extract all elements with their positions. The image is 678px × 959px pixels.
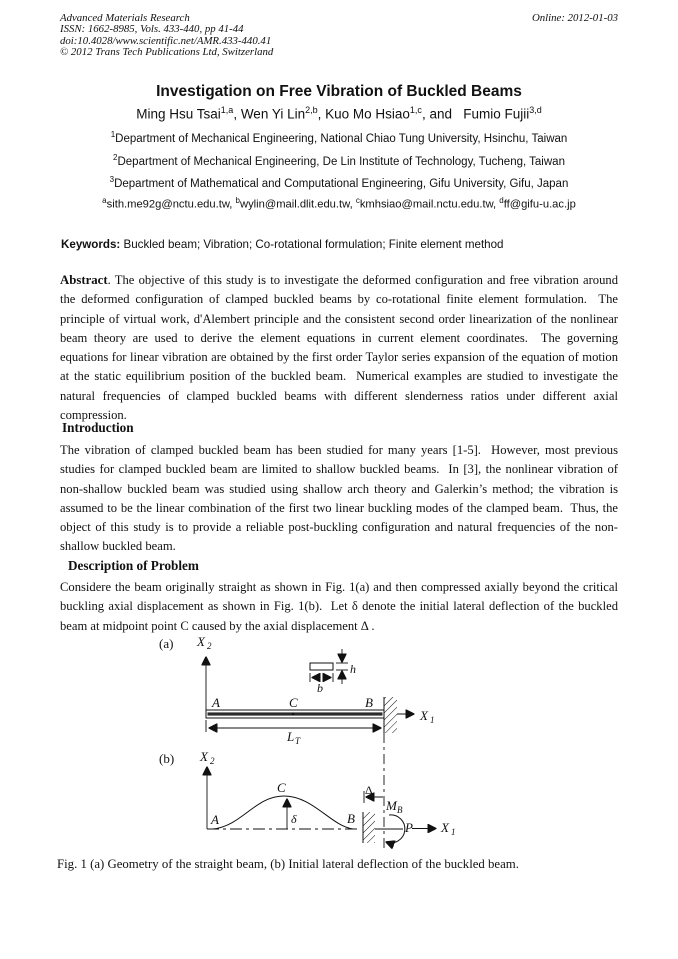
delta-label: δ xyxy=(291,812,297,826)
figure-panel-b xyxy=(159,749,456,843)
x2-axis-label-b: X xyxy=(200,749,208,764)
paper-title: Investigation on Free Vibration of Buckled Beams xyxy=(156,83,522,100)
issn-line: ISSN: 1662-8985, Vols. 433-440, pp 41-44 xyxy=(60,23,244,36)
author-1: Ming Hsu Tsai xyxy=(136,106,221,122)
affiliation-1: $^1$Department of Mechanical Engineering, National Chiao Tung University, Hsinchu, Taiwan xyxy=(110,130,568,145)
author-3: , Kuo Mo Hsiao xyxy=(317,106,410,122)
figure-caption: Fig. 1 (a) Geometry of the straight beam, (b) Initial lateral deflection of the buckled beam. xyxy=(57,857,519,871)
email-4: ff@gifu-u.ac.jp xyxy=(503,198,576,211)
point-a-label-b: A xyxy=(211,812,219,827)
point-c-label-b: C xyxy=(277,780,286,795)
author-2-sup: 2,b xyxy=(305,105,318,115)
fixed-wall-b xyxy=(363,812,375,843)
abstract xyxy=(60,271,622,425)
width-dim-label: b xyxy=(317,681,323,695)
svg-text:1: 1 xyxy=(430,715,435,725)
cross-section-rect xyxy=(310,663,333,670)
keywords-label: Keywords: xyxy=(61,238,121,251)
online-date: Online: 2012-01-03 xyxy=(531,12,618,24)
section-heading-description: Description of Problem xyxy=(68,558,199,573)
journal-name: Advanced Materials Research xyxy=(60,12,190,24)
panel-b-tag: (b) xyxy=(159,751,175,766)
description-paragraph: Considere the beam originally straight as shown in Fig. 1(a) and then compressed axially beyond the critical buckling axial displacement as shown in Fig. 1(b). Let δ denote the initial lateral deflection of the buckled beam at midpoint point C caused by the axial displacement Δ . xyxy=(60,580,622,633)
Delta-label: Δ xyxy=(365,783,373,797)
affiliation-2: $^2$Department of Mechanical Engineering, De Lin Institute of Technology, Tucheng, Taiwan xyxy=(113,152,565,168)
abstract-label: Abstract xyxy=(60,273,108,287)
copyright-line: © 2012 Trans Tech Publications Ltd, Switzerland xyxy=(60,45,274,58)
x2-axis-label-a: X xyxy=(197,634,205,649)
doi-line: doi:10.4028/www.scientific.net/AMR.433-440.41 xyxy=(60,34,272,47)
fixed-wall-a xyxy=(384,697,397,733)
force-p-label: P xyxy=(405,820,413,835)
height-dim-label: h xyxy=(350,662,356,676)
svg-text:2: 2 xyxy=(207,641,212,651)
length-dim-label: L xyxy=(287,729,295,744)
affiliation-3: $^3$Department of Mathematical and Computational Engineering, Gifu University, Gifu, Japan xyxy=(109,175,569,190)
author-4-sup: 3,d xyxy=(529,105,542,115)
buckled-beam-curve xyxy=(213,796,353,829)
x1-axis-label-b: X xyxy=(441,820,449,835)
keywords-line xyxy=(61,238,619,251)
figure-1 xyxy=(0,630,678,858)
svg-text:T: T xyxy=(295,736,301,746)
author-2: , Wen Yi Lin xyxy=(233,106,306,122)
x1-axis-label-a: X xyxy=(420,708,428,723)
keywords-text: Buckled beam; Vibration; Co-rotational formulation; Finite element method xyxy=(120,238,504,251)
email-3: kmhsiao@mail.nctu.edu.tw, xyxy=(359,198,500,211)
email-line: $^a$sith.me92g@nctu.edu.tw, $^b$wylin@mail.dlit.edu.tw, $^c$kmhsiao@mail.nctu.edu.tw, $^d$ff@gifu-u.ac.jp xyxy=(102,196,576,211)
author-1-sup: 1,a xyxy=(220,105,234,115)
introduction-paragraph: The vibration of clamped buckled beam has been studied for many years [1-5]. However, most previous studies for clamped buckled beam are limited to shallow buckled beams. In [3], the nonlinear vibration of non-shallow buckled beam was studied using shallow arch theory and Galerkin’s method; the vibration is assumed to be the linear combination of the first two linear buckling modes of the clamped beam. Thus, the object of this study is to provide a reliable post-buckling configuration and natural frequencies of the non-shallow buckled beam. xyxy=(60,443,622,554)
point-b-label: B xyxy=(365,695,373,710)
midpoint-marker xyxy=(292,713,294,715)
section-heading-introduction: Introduction xyxy=(62,420,134,435)
point-c-label: C xyxy=(289,695,298,710)
author-line xyxy=(0,105,678,122)
author-4: , and Fumio Fujii xyxy=(421,106,530,122)
email-2: wylin@mail.dlit.edu.tw, xyxy=(239,198,356,211)
svg-text:2: 2 xyxy=(210,756,215,766)
svg-text:1: 1 xyxy=(451,827,456,837)
moment-label: M xyxy=(386,798,397,813)
author-3-sup: 1,c xyxy=(409,105,422,115)
abstract-text: . The objective of this study is to investigate the deformed configuration and free vibration around the deformed configuration of clamped buckled beams by co-rotational finite element formulation. The principle of virtual work, d'Alembert principle and the consistent second order linearization of the nonlinear beam theory are used to derive the element equations in current element coordinates. The governing equations for linear vibration are obtained by the first order Taylor series expansion of the equation of motion at the static equilibrium position of the buckled beam. Numerical examples are studied to investigate the natural frequencies of clamped buckled beams with different slenderness ratios under different axial compression. xyxy=(60,273,622,423)
publisher-header xyxy=(60,13,618,58)
email-1: sith.me92g@nctu.edu.tw, xyxy=(106,198,236,211)
panel-a-tag: (a) xyxy=(159,636,174,651)
svg-text:B: B xyxy=(397,805,403,815)
point-b-label-b: B xyxy=(347,811,355,826)
figure-panel-a xyxy=(159,634,435,852)
point-a-label: A xyxy=(212,695,220,710)
